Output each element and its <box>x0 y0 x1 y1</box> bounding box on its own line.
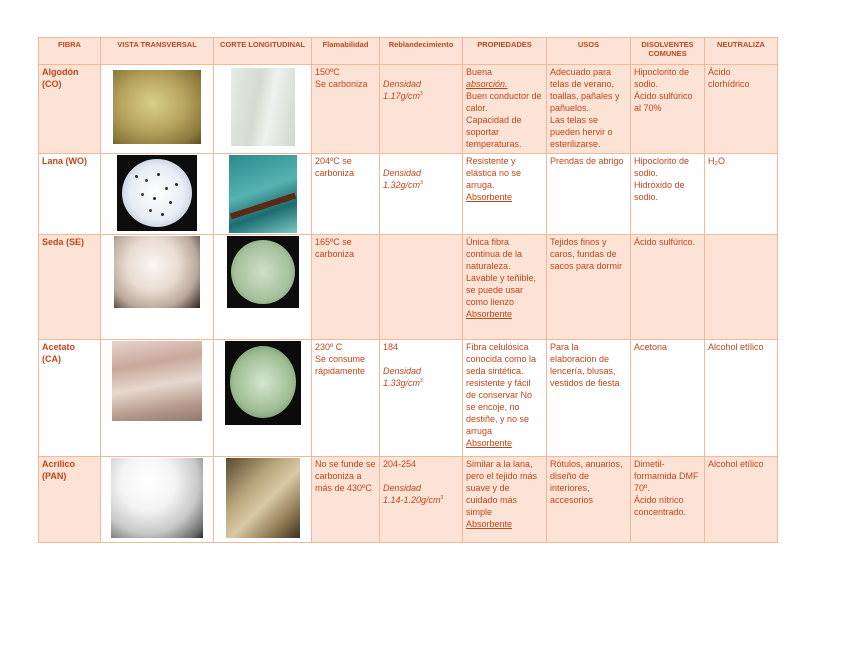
density-text: Densidad 1.17g/cm <box>383 79 422 101</box>
fiber-name: Algodón (CO) <box>39 65 101 154</box>
density-superscript: 3 <box>420 91 423 97</box>
longitudinal-cell <box>214 65 312 154</box>
flamabilidad-cell: 204ºC se carboniza <box>312 154 380 235</box>
reblandecimiento-value: 184 <box>383 342 399 352</box>
disolventes-cell: Dimetil-formamida DMF 70º. Ácido nítrico concentrado. <box>631 457 705 543</box>
longitudinal-cell <box>214 340 312 457</box>
propiedades-text: Fibra celulósica conocida como la seda sintética. resistente y fácil de conservar No se encoje, no destiñe, y no se arruga <box>466 342 537 436</box>
reblandecimiento-cell <box>380 457 463 543</box>
wool-cross-micrograph <box>117 155 197 231</box>
acrylic-long-micrograph <box>226 458 300 538</box>
density-superscript: 3 <box>440 495 444 501</box>
propiedades-text: Buena <box>466 67 493 77</box>
silk-long-micrograph <box>227 236 299 308</box>
propiedades-cell <box>463 154 547 235</box>
cross-section-cell <box>101 235 214 340</box>
table-row <box>39 154 778 235</box>
reblandecimiento-cell <box>380 154 463 235</box>
propiedades-cell <box>463 235 547 340</box>
propiedades-text: Única fibra continua de la naturaleza. Lavable y teñible, se puede usar como lienzo <box>466 237 537 307</box>
neutraliza-cell <box>705 235 778 340</box>
longitudinal-cell <box>214 235 312 340</box>
propiedades-text: Resistente y elástica no se arruga. <box>466 156 522 190</box>
flamabilidad-cell: 165ºC se carboniza <box>312 235 380 340</box>
fiber-name: Seda (SE) <box>39 235 101 340</box>
density-text: Densidad 1.14-1.20g/cm <box>383 483 441 505</box>
density-text: Densidad 1.32g/cm <box>383 168 422 190</box>
header-reblandecimiento: Reblandecimiento <box>380 38 463 65</box>
wool-long-micrograph <box>229 155 297 233</box>
usos-cell: Prendas de abrigo <box>547 154 631 235</box>
reblandecimiento-cell <box>380 235 463 340</box>
fiber-name: Acrílico (PAN) <box>39 457 101 543</box>
neutraliza-cell: Alcohol etílico <box>705 457 778 543</box>
cross-section-cell <box>101 457 214 543</box>
cross-section-cell <box>101 154 214 235</box>
header-usos: USOS <box>547 38 631 65</box>
disolventes-cell: Hipoclorito de sodio. Hidróxido de sodio. <box>631 154 705 235</box>
disolventes-cell: Ácido sulfúrico. <box>631 235 705 340</box>
propiedades-cell <box>463 340 547 457</box>
acetate-cross-micrograph <box>112 341 202 421</box>
longitudinal-cell <box>214 457 312 543</box>
propiedades-text: Similar a la lana, pero el tejido más suave y de cuidado más simple <box>466 459 538 517</box>
header-corte-longitudinal: CORTE LONGITUDINAL <box>214 38 312 65</box>
longitudinal-cell <box>214 154 312 235</box>
flamabilidad-cell: No se funde se carboniza a más de 430ºC <box>312 457 380 543</box>
fiber-name: Lana (WO) <box>39 154 101 235</box>
table-row <box>39 340 778 457</box>
fiber-properties-table <box>38 37 778 543</box>
acrylic-cross-micrograph <box>111 458 203 538</box>
acetate-long-micrograph <box>225 341 301 425</box>
cotton-long-micrograph <box>231 68 295 146</box>
header-propiedades: PROPIEDADES <box>463 38 547 65</box>
propiedades-link: Absorbente <box>466 519 513 529</box>
propiedades-link: absorción. <box>466 79 508 89</box>
header-vista-transversal: VISTA TRANSVERSAL <box>101 38 214 65</box>
reblandecimiento-cell <box>380 65 463 154</box>
header-disolventes: DISOLVENTES COMUNES <box>631 38 705 65</box>
table-header-row <box>39 38 778 65</box>
reblandecimiento-cell <box>380 340 463 457</box>
flamabilidad-cell: 150ºC Se carboniza <box>312 65 380 154</box>
header-neutraliza: NEUTRALIZA <box>705 38 778 65</box>
propiedades-link: Absorbente <box>466 438 513 448</box>
header-fibra: FIBRA <box>39 38 101 65</box>
propiedades-link: Absorbente <box>466 192 513 202</box>
density-text: Densidad 1.33g/cm <box>383 366 422 388</box>
disolventes-cell: Acetona <box>631 340 705 457</box>
table-row <box>39 65 778 154</box>
neutraliza-cell: Alcohol etílico <box>705 340 778 457</box>
propiedades-cell <box>463 65 547 154</box>
neutraliza-cell: Ácido clorhídrico <box>705 65 778 154</box>
cross-section-cell <box>101 65 214 154</box>
header-flamabilidad: Flamabilidad <box>312 38 380 65</box>
disolventes-cell: Hipoclorito de sodio. Ácido sulfúrico al 70% <box>631 65 705 154</box>
neutraliza-cell: H₂O <box>705 154 778 235</box>
usos-cell: Tejidos finos y caros, fundas de sacos para dormir <box>547 235 631 340</box>
propiedades-more: Buen conductor de calor. Capacidad de soportar temperaturas. <box>466 91 542 149</box>
propiedades-cell <box>463 457 547 543</box>
propiedades-link: Absorbente <box>466 309 513 319</box>
table-row <box>39 457 778 543</box>
table-row <box>39 235 778 340</box>
usos-cell: Rótulos, anuarios, diseño de interiores, accesorios <box>547 457 631 543</box>
density-superscript: 3 <box>420 378 423 384</box>
cotton-cross-micrograph <box>113 70 201 144</box>
silk-cross-micrograph <box>114 236 200 308</box>
reblandecimiento-value: 204-254 <box>383 459 417 469</box>
cross-section-cell <box>101 340 214 457</box>
usos-cell: Para la elaboración de lencería, blusas, vestidos de fiesta <box>547 340 631 457</box>
density-superscript: 3 <box>420 180 423 186</box>
usos-cell: Adecuado para telas de verano, toallas, pañales y pañuelos. Las telas se pueden hervir o esterilizarse. <box>547 65 631 154</box>
fiber-name: Acetato (CA) <box>39 340 101 457</box>
flamabilidad-cell: 230º C Se consume rápidamente <box>312 340 380 457</box>
